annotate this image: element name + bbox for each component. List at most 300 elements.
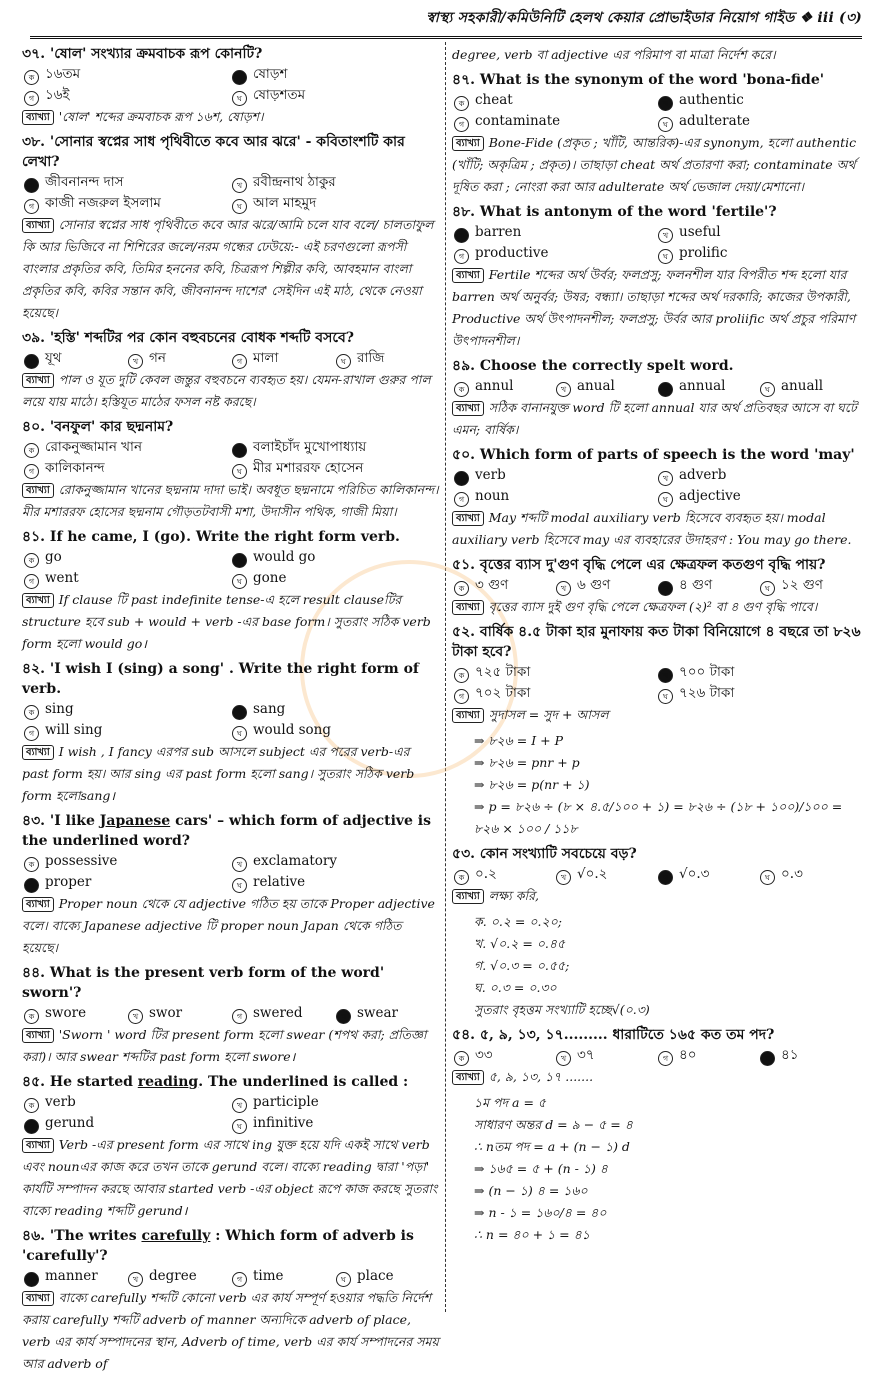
solution-step: খ. √০.২ = ০.৪৫ (474, 936, 566, 951)
option-label: verb (45, 1094, 76, 1110)
explanation (22, 589, 440, 655)
question-text: ৫০. Which form of parts of speech is the word 'may' (452, 447, 855, 463)
option-marker: ক (24, 553, 39, 568)
solution-step: ক. ০.২ = ০.২০; (474, 914, 562, 929)
option-marker: গ (24, 91, 39, 106)
option-গ[interactable] (24, 85, 232, 106)
question-text: ৪২. 'I wish I (sing) a song' . Write the right form of verb. (22, 661, 419, 697)
option-ক[interactable] (454, 864, 556, 885)
explanation-tag: ব্যাখ্যা (452, 401, 484, 416)
correct-answer-mark: খ (232, 70, 247, 85)
option-ক[interactable] (24, 547, 232, 568)
option-ক[interactable] (454, 376, 556, 397)
option-marker: গ (658, 1051, 673, 1066)
option-label: ষোড়শতম (253, 87, 306, 103)
option-list (452, 575, 862, 596)
question-text (22, 811, 440, 851)
question-text: ৩৯. 'হস্তি' শব্দটির পর কোন বহুবচনের বোধক শব্দটি বসবে? (22, 330, 354, 346)
option-খ[interactable] (128, 348, 232, 369)
option-ক[interactable] (24, 1003, 128, 1024)
question-q46 (22, 1226, 440, 1375)
question-text: ৪০. 'বনফুল' কার ছদ্মনাম? (22, 419, 174, 435)
option-marker: ঘ (232, 574, 247, 589)
correct-answer-mark: গ (24, 1119, 39, 1134)
option-ঘ[interactable] (336, 348, 440, 369)
correct-answer-mark: খ (658, 96, 673, 111)
explanation-text: If clause টি past indefinite tense-এ হলে result clauseটির structure হবে sub + would + verb -এর base form। সুতরাং সঠিক verb form হলো would go। (22, 592, 431, 651)
explanation (22, 369, 440, 413)
option-label: √০.৩ (679, 866, 710, 882)
explanation-tag: ব্যাখ্যা (452, 268, 484, 283)
option-গ[interactable] (454, 243, 658, 264)
option-marker: খ (128, 1009, 143, 1024)
option-ক[interactable] (24, 851, 232, 872)
option-marker: গ (232, 354, 247, 369)
correct-answer-mark: খ (232, 443, 247, 458)
option-label: ১৬ই (45, 87, 70, 103)
solution-step: ⇒ ১৬৫ = ৫ + (n - ১) ৪ (474, 1161, 608, 1176)
explanation-text: Proper noun থেকে যে adjective গঠিত হয় তাকে Proper adjective বলে। বাক্যে Japanese adjective টি proper noun Japan থেকে গঠিত হয়েছে। (22, 896, 435, 955)
option-marker: ঘ (336, 1272, 351, 1287)
option-খ[interactable] (232, 851, 440, 872)
column-divider (445, 42, 446, 1312)
option-list (22, 1092, 440, 1134)
option-label: ৬ গুণ (577, 577, 611, 593)
option-ঘ[interactable] (658, 243, 862, 264)
option-label: gerund (45, 1115, 95, 1131)
question-text: ৪৮. What is antonym of the word 'fertile'? (452, 204, 777, 220)
option-label: ষোড়শ (253, 66, 288, 82)
option-list (22, 851, 440, 893)
explanation-tag: ব্যাখ্যা (22, 110, 54, 125)
option-marker: ঘ (658, 689, 673, 704)
question-q40 (22, 417, 440, 523)
question-q52 (452, 622, 862, 840)
option-ক[interactable] (24, 172, 232, 193)
option-label: verb (475, 467, 506, 483)
explanation-text: Fertile শব্দের অর্থ উর্বর; ফলপ্রসু; ফলনশীল যার বিপরীত শব্দ হলো যার barren অর্থ অনুর্বর; উষর; বন্ধ্যা। তাছাড়া শব্দের অর্থ দরকারি; কাজের উপকারী, Productive অর্থ উৎপাদনশীল; ফলপ্রসু; উর্বর আর proliific অর্থ প্রচুর পরিমাণ উৎপাদনশীল। (452, 267, 856, 348)
explanation-tag: ব্যাখ্যা (22, 373, 54, 388)
option-marker: ক (454, 382, 469, 397)
option-গ[interactable] (454, 683, 658, 704)
option-খ[interactable] (658, 90, 862, 111)
correct-answer-mark: গ (658, 870, 673, 885)
option-list (22, 1003, 440, 1024)
solution-step: ১ম পদ a = ৫ (474, 1095, 547, 1110)
option-marker: ক (24, 443, 39, 458)
option-ক[interactable] (24, 699, 232, 720)
option-marker: ক (454, 581, 469, 596)
option-marker: ক (454, 668, 469, 683)
question-q44 (22, 963, 440, 1068)
option-ঘ[interactable] (760, 1045, 862, 1066)
option-label: গন (149, 350, 166, 366)
option-marker: গ (24, 574, 39, 589)
option-label: swor (149, 1005, 183, 1021)
question-q51 (452, 555, 862, 618)
option-গ[interactable] (658, 864, 760, 885)
option-label: productive (475, 245, 549, 261)
option-ঘ[interactable] (232, 872, 440, 893)
option-গ[interactable] (658, 575, 760, 596)
option-label: ১২ গুণ (781, 577, 823, 593)
explanation-tag: ব্যাখ্যা (452, 708, 484, 723)
option-খ[interactable] (232, 1092, 440, 1113)
option-label: জীবনানন্দ দাস (45, 174, 124, 190)
option-label: ৩৭ (577, 1047, 595, 1063)
option-খ[interactable] (232, 699, 440, 720)
option-label: place (357, 1268, 394, 1284)
option-label: ৭২৫ টাকা (475, 664, 531, 680)
option-খ[interactable] (128, 1266, 232, 1287)
option-marker: ঘ (232, 878, 247, 893)
option-marker: খ (556, 581, 571, 596)
option-label: sing (45, 701, 74, 717)
option-list (452, 90, 862, 132)
option-marker: গ (454, 689, 469, 704)
explanation-tag: ব্যাখ্যা (22, 1138, 54, 1153)
explanation-tag: ব্যাখ্যা (22, 1291, 54, 1306)
question-text-part: . The underlined is called : (198, 1074, 409, 1090)
question-text (22, 1072, 440, 1092)
solution-step: ∴ n = ৪০ + ১ = ৪১ (474, 1227, 590, 1242)
question-text: ৪৭. What is the synonym of the word 'bona-fide' (452, 72, 825, 88)
option-ঘ[interactable] (658, 111, 862, 132)
option-label: exclamatory (253, 853, 338, 869)
explanation-tag: ব্যাখ্যা (452, 136, 484, 151)
explanation-tag: ব্যাখ্যা (452, 1070, 484, 1085)
option-গ[interactable] (24, 1113, 232, 1134)
option-label: swear (357, 1005, 398, 1021)
option-label: proper (45, 874, 92, 890)
option-marker: খ (658, 471, 673, 486)
option-label: ৭০০ টাকা (679, 664, 735, 680)
option-label: রবীন্দ্রনাথ ঠাকুর (253, 174, 336, 190)
option-ঘ[interactable] (232, 568, 440, 589)
explanation-tag: ব্যাখ্যা (452, 889, 484, 904)
option-খ[interactable] (232, 547, 440, 568)
question-q48 (452, 202, 862, 352)
option-খ[interactable] (556, 864, 658, 885)
option-ঘ[interactable] (232, 1113, 440, 1134)
correct-answer-mark: ক (24, 178, 39, 193)
option-marker: খ (232, 857, 247, 872)
explanation (22, 214, 440, 324)
option-label: participle (253, 1094, 319, 1110)
option-ক[interactable] (24, 64, 232, 85)
option-ঘ[interactable] (760, 864, 862, 885)
explanation (22, 1287, 440, 1375)
explanation (452, 397, 862, 441)
option-খ[interactable] (232, 172, 440, 193)
solution-step: সাধারণ অন্তর d = ৯ − ৫ = ৪ (474, 1117, 633, 1132)
correct-answer-mark: গ (658, 581, 673, 596)
correct-answer-mark: ক (24, 1272, 39, 1287)
explanation (452, 1066, 862, 1088)
option-গ[interactable] (454, 486, 658, 507)
option-list (452, 864, 862, 885)
option-label: relative (253, 874, 306, 890)
question-text-part: ৪৩. 'I like (22, 813, 100, 829)
explanation-tag: ব্যাখ্যা (22, 897, 54, 912)
right-column (452, 44, 862, 1320)
question-text: ৫২. বার্ষিক ৪.৫ টাকা হার মুনাফায় কত টাকা বিনিয়োগে ৪ বছরে তা ৮২৬ টাকা হবে? (452, 624, 861, 660)
explanation-text: ৫, ৯, ১৩, ১৭ ....... (488, 1069, 594, 1084)
option-list (452, 662, 862, 704)
question-text-part: ৪৬. 'The writes (22, 1228, 142, 1244)
question-text: ৫৪. ৫, ৯, ১৩, ১৭......... ধারাটিতে ১৬৫ কত তম পদ? (452, 1027, 775, 1043)
option-label: রোকনুজ্জামান খান (45, 439, 143, 455)
option-ঘ[interactable] (658, 683, 862, 704)
option-label: possessive (45, 853, 118, 869)
explanation-text: সুদাসল = সুদ + আসল (488, 707, 609, 722)
option-label: ৪০ (679, 1047, 697, 1063)
option-label: go (45, 549, 62, 565)
question-text: ৪৪. What is the present verb form of the word' sworn'? (22, 965, 385, 1001)
option-marker: খ (556, 382, 571, 397)
option-খ[interactable] (658, 465, 862, 486)
option-list (22, 172, 440, 214)
option-label: adulterate (679, 113, 751, 129)
solution-step: ⇒ p = ৮২৬ ÷ (৮ × ৪.৫/১০০ + ১) = ৮২৬ ÷ (১৮ + ১০০)/১০০ = ৮২৬ × ১০০ / ১১৮ (474, 799, 843, 836)
option-গ[interactable] (232, 1266, 336, 1287)
explanation-tag: ব্যাখ্যা (22, 1028, 54, 1043)
option-marker: ঘ (658, 492, 673, 507)
option-ঘ[interactable] (232, 458, 440, 479)
option-marker: গ (232, 1009, 247, 1024)
option-label: মীর মশাররফ হোসেন (253, 460, 364, 476)
option-খ[interactable] (232, 437, 440, 458)
question-text: ৩৭. 'ষোল' সংখ্যার ক্রমবাচক রূপ কোনটি? (22, 46, 263, 62)
option-marker: গ (24, 464, 39, 479)
explanation-tag: ব্যাখ্যা (22, 593, 54, 608)
option-গ[interactable] (454, 111, 658, 132)
option-marker: খ (232, 178, 247, 193)
question-q50 (452, 445, 862, 551)
option-marker: ঘ (232, 1119, 247, 1134)
explanation-tag: ব্যাখ্যা (22, 218, 54, 233)
option-marker: ঘ (658, 249, 673, 264)
option-ঘ[interactable] (336, 1266, 440, 1287)
explanation-tag: ব্যাখ্যা (22, 483, 54, 498)
option-marker: গ (454, 117, 469, 132)
explanation (452, 507, 862, 551)
option-label: manner (45, 1268, 98, 1284)
question-q54 (452, 1025, 862, 1246)
option-label: adjective (679, 488, 741, 504)
option-ঘ[interactable] (760, 376, 862, 397)
option-marker: ক (454, 1051, 469, 1066)
option-marker: খ (128, 354, 143, 369)
option-গ[interactable] (232, 1003, 336, 1024)
question-q45 (22, 1072, 440, 1222)
question-text: ৪৯. Choose the correctly spelt word. (452, 358, 734, 374)
solution-step: ∴ nতম পদ = a + (n − ১) d (474, 1139, 630, 1154)
option-ক[interactable] (24, 1092, 232, 1113)
option-label: annual (679, 378, 726, 394)
option-label: ৩ গুণ (475, 577, 509, 593)
option-label: যূথ (45, 350, 62, 366)
explanation-tag: ব্যাখ্যা (452, 600, 484, 615)
explanation-text: সঠিক বানানযুক্ত word টি হলো annual যার অর্থ প্রতিবছর আসে বা ঘটে এমন; বার্ষিক। (452, 400, 857, 437)
correct-answer-mark: খ (232, 553, 247, 568)
option-গ[interactable] (24, 872, 232, 893)
option-label: would go (253, 549, 316, 565)
option-খ[interactable] (232, 64, 440, 85)
option-ঘ[interactable] (232, 193, 440, 214)
option-marker: গ (24, 726, 39, 741)
option-label: will sing (45, 722, 103, 738)
page-header: স্বাস্থ্য সহকারী/কমিউনিটি হেলথ কেয়ার প্রোভাইডার নিয়োগ গাইড ❖ iii (৩) (426, 10, 862, 26)
question-q53 (452, 844, 862, 1021)
solution-step: ⇒ n - ১ = ১৬০/৪ = ৪০ (474, 1205, 607, 1220)
explanation-text: Bone-Fide (প্রকৃত ; খাঁটি, আন্তরিক)-এর synonym, হলো authentic (খাঁটি; অকৃত্রিম ; প্রকৃত)। তাছাড়া cheat অর্থ প্রতারণা করা; contaminate অর্থ দূষিত করা ; নোংরা করা আর adulterate অর্থ ভেজাল দেয়া/মেশানো। (452, 135, 857, 194)
option-ঘ[interactable] (658, 486, 862, 507)
option-গ[interactable] (24, 720, 232, 741)
option-label: useful (679, 224, 721, 240)
option-ঘ[interactable] (232, 720, 440, 741)
option-label: ৭২৬ টাকা (679, 685, 735, 701)
explanation-text: লক্ষ্য করি, (488, 888, 539, 903)
option-গ[interactable] (658, 376, 760, 397)
explanation (452, 596, 862, 618)
option-ক[interactable] (454, 465, 658, 486)
solution-step: ⇒ ৮২৬ = I + P (474, 733, 564, 748)
option-marker: খ (658, 228, 673, 243)
question-text: ৫৩. কোন সংখ্যাটি সবচেয়ে বড়? (452, 846, 637, 862)
question-q43 (22, 811, 440, 959)
option-marker: ঘ (336, 354, 351, 369)
option-list (22, 699, 440, 741)
option-marker: ক (24, 1009, 39, 1024)
option-marker: খ (556, 1051, 571, 1066)
correct-answer-mark: ক (454, 471, 469, 486)
option-ক[interactable] (454, 575, 556, 596)
option-ক[interactable] (454, 90, 658, 111)
underlined-word: Japanese (99, 813, 171, 829)
option-ক[interactable] (454, 662, 658, 683)
explanation (22, 1024, 440, 1068)
question-text-part: ৪৫. He started (22, 1074, 138, 1090)
option-label: কাজী নজরুল ইসলাম (45, 195, 161, 211)
question-q38 (22, 132, 440, 324)
question-text: ৩৮. 'সোনার স্বপ্নের সাধ পৃথিবীতে কবে আর ঝরে' - কবিতাংশটি কার লেখা? (22, 134, 405, 170)
option-label: √০.২ (577, 866, 608, 882)
option-marker: গ (232, 1272, 247, 1287)
correct-answer-mark: ক (454, 228, 469, 243)
option-list (22, 348, 440, 369)
option-list (452, 376, 862, 397)
correct-answer-mark: ঘ (760, 1051, 775, 1066)
option-marker: ঘ (232, 199, 247, 214)
option-ক[interactable] (24, 1266, 128, 1287)
correct-answer-mark: খ (232, 705, 247, 720)
option-label: gone (253, 570, 287, 586)
explanation (22, 106, 440, 128)
correct-answer-mark: ক (24, 354, 39, 369)
option-marker: ঘ (232, 726, 247, 741)
option-গ[interactable] (658, 1045, 760, 1066)
option-marker: খ (128, 1272, 143, 1287)
option-গ[interactable] (24, 568, 232, 589)
option-label: আল মাহমুদ (253, 195, 317, 211)
option-marker: ঘ (760, 870, 775, 885)
option-label: contaminate (475, 113, 561, 129)
option-label: ৪১ (781, 1047, 799, 1063)
explanation (22, 479, 440, 523)
option-label: রাজি (357, 350, 385, 366)
option-marker: খ (232, 1098, 247, 1113)
solution-step: সুতরাং বৃহত্তম সংখ্যাটি হচ্ছে√(০.৩) (474, 1002, 650, 1017)
option-label: authentic (679, 92, 744, 108)
option-label: anual (577, 378, 615, 394)
option-list (22, 1266, 440, 1287)
option-খ[interactable] (128, 1003, 232, 1024)
question-q47 (452, 70, 862, 198)
option-list (452, 465, 862, 507)
option-label: prolific (679, 245, 728, 261)
question-q39 (22, 328, 440, 413)
option-ঘ[interactable] (760, 575, 862, 596)
question-q42 (22, 659, 440, 807)
option-label: went (45, 570, 79, 586)
option-marker: খ (556, 870, 571, 885)
question-text: ৪১. If he came, I (go). Write the right form verb. (22, 529, 400, 545)
option-ঘ[interactable] (336, 1003, 440, 1024)
option-marker: গ (454, 492, 469, 507)
option-label: মালা (253, 350, 279, 366)
solution-step: গ. √০.৩ = ০.৫৫; (474, 958, 570, 973)
option-label: বলাইচাঁদ মুখোপাধ্যায় (253, 439, 367, 455)
option-ক[interactable] (454, 1045, 556, 1066)
question-q49 (452, 356, 862, 441)
option-ক[interactable] (454, 222, 658, 243)
underlined-word: carefully (141, 1228, 211, 1244)
option-ঘ[interactable] (232, 85, 440, 106)
option-label: anuall (781, 378, 824, 394)
continued-explanation: degree, verb বা adjective এর পরিমাপ বা মাত্রা নির্দেশ করে। (452, 47, 776, 62)
option-label: adverb (679, 467, 727, 483)
option-ক[interactable] (24, 348, 128, 369)
solution-step: ⇒ ৮২৬ = p(nr + ১) (474, 777, 590, 792)
option-খ[interactable] (556, 1045, 658, 1066)
question-text (22, 1226, 440, 1266)
option-খ[interactable] (556, 376, 658, 397)
solution-step: ঘ. ০.৩ = ০.৩০ (474, 980, 557, 995)
explanation (452, 264, 862, 352)
option-marker: ক (24, 705, 39, 720)
option-খ[interactable] (556, 575, 658, 596)
solution-step: ⇒ (n − ১) ৪ = ১৬০ (474, 1183, 588, 1198)
option-গ[interactable] (24, 458, 232, 479)
option-গ[interactable] (232, 348, 336, 369)
underlined-word: reading (137, 1074, 199, 1090)
explanation (22, 893, 440, 959)
option-label: ১৬তম (45, 66, 81, 82)
option-label: swered (253, 1005, 303, 1021)
explanation-tag: ব্যাখ্যা (452, 511, 484, 526)
option-marker: ক (454, 870, 469, 885)
option-খ[interactable] (658, 662, 862, 683)
option-খ[interactable] (658, 222, 862, 243)
option-label: degree (149, 1268, 197, 1284)
option-গ[interactable] (24, 193, 232, 214)
option-label: barren (475, 224, 522, 240)
option-label: would song (253, 722, 332, 738)
question-text-part: cars' – which form of adjective is the underlined word? (22, 813, 432, 849)
option-ক[interactable] (24, 437, 232, 458)
explanation (452, 132, 862, 198)
